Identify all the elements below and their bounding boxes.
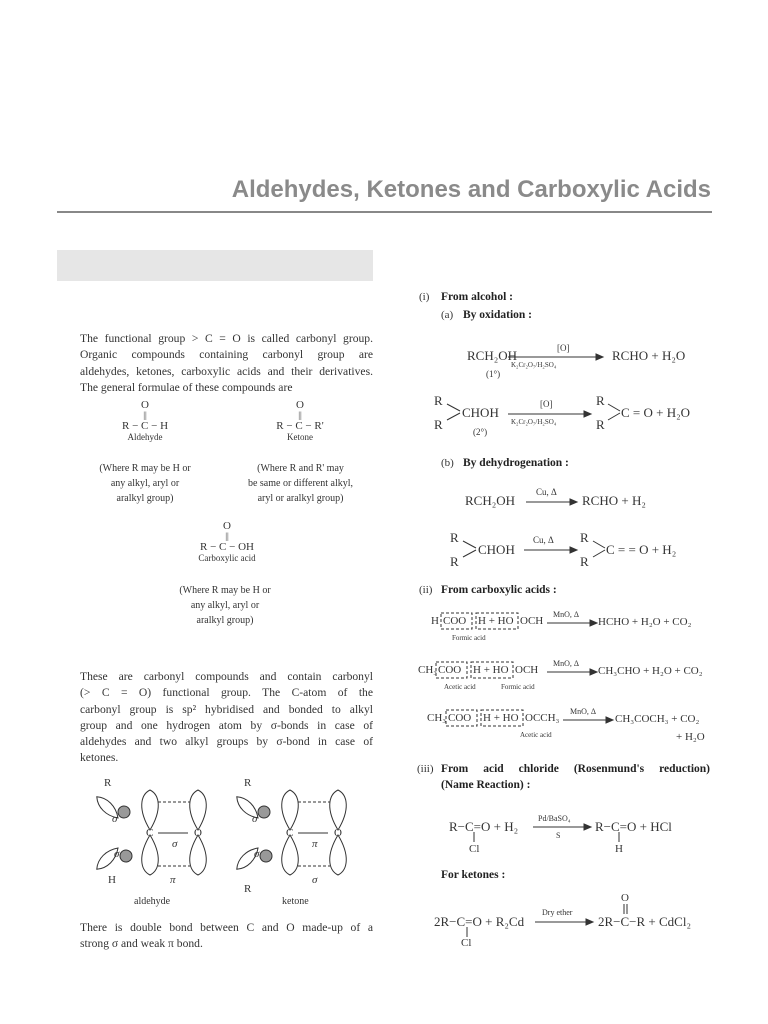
reaction-arrows <box>508 354 613 925</box>
eq8-rhs: R−C=O + HCl <box>595 819 672 834</box>
aldehyde-oxygen: O <box>141 399 149 411</box>
eq5-h: H <box>431 615 439 627</box>
eq3-rhs: RCHO + H₂ <box>582 493 646 508</box>
eq8-reagent-above: Pd/BaSO₄ <box>538 814 571 823</box>
eq2-lhs: CHOH <box>462 405 499 420</box>
eq7-rest: OCCH₃ <box>525 712 560 724</box>
acid-note-line: aralkyl group) <box>196 615 254 626</box>
eq9-rhs: 2R−C−R + CdCl₂ <box>598 914 691 929</box>
eq5-coo: COO <box>443 615 467 627</box>
eq7-rhs-water: + H₂O <box>676 731 705 743</box>
eq5-reagent-above: MnO, Δ <box>553 610 580 619</box>
aldehyde-note-line: aralkyl group) <box>116 493 174 504</box>
ketone-pi: π <box>312 838 318 850</box>
aldehyde-double-bond: || <box>143 410 147 420</box>
intro-line: The general formulae of these compounds are <box>80 380 293 394</box>
eq7-label: Acetic acid <box>520 731 552 739</box>
eq5-rest: OCH <box>520 615 544 627</box>
aldehyde-name: Aldehyde <box>127 432 163 442</box>
section-iii-number: (iii) <box>417 763 434 775</box>
section-i-number: (i) <box>419 291 430 303</box>
eq2-product-r1: R <box>596 393 605 408</box>
eq2-r1: R <box>434 393 443 408</box>
ketone-c-label: C <box>286 827 294 839</box>
eq6-reagent-above: MnO, Δ <box>553 659 580 668</box>
aldehyde-note-line: (Where R may be H or <box>99 463 191 474</box>
eq2-product-r2: R <box>596 417 605 432</box>
section-ii-title: From carboxylic acids : <box>441 584 557 596</box>
subsection-a-number: (a) <box>441 309 454 321</box>
ketone-o-label: O <box>334 827 342 839</box>
ketone-note-line: aryl or aralkyl group) <box>257 493 344 504</box>
eq6-rhs: CH₃CHO + H₂O + CO₂ <box>598 665 703 677</box>
eq6-coo: COO <box>438 664 462 676</box>
eq2-reagent-below: K₂Cr₂O₇/H₂SO₄ <box>511 418 557 426</box>
eq4-r2: R <box>450 554 459 569</box>
structure-line: aldehydes and two alkyl groups by σ-bond in case of <box>80 735 373 749</box>
eq9-oxygen: O <box>621 892 629 904</box>
eq4-lhs: CHOH <box>478 542 515 557</box>
structure-line: (> C = O) functional group. The C-atom of the <box>80 686 373 700</box>
eq6-label-formic: Formic acid <box>501 683 535 691</box>
eq1-reagent-above: [O] <box>557 343 570 353</box>
ketone-sigma-r1: σ <box>252 813 258 825</box>
ketone-note-line: (Where R and R' may <box>257 463 344 474</box>
eq7-coo: COO <box>448 712 472 724</box>
ketone-r1-label: R <box>244 777 252 789</box>
structure-line: group and one hydrogen atom by σ-bonds in case of <box>80 718 373 732</box>
conclusion-line: There is double bond between C and O made-up of a <box>80 921 373 934</box>
eq1-note: (1°) <box>486 369 501 379</box>
eq5-label: Formic acid <box>452 634 486 642</box>
ketone-caption: ketone <box>282 896 309 907</box>
structure-line: carbonyl group is sp² hybridised and bonded to alkyl <box>80 702 373 716</box>
structure-line: These are carbonyl compounds and contain carbonyl <box>80 670 373 683</box>
eq8-cl: Cl <box>469 843 480 855</box>
section-ii-number: (ii) <box>419 584 433 596</box>
ketone-name: Ketone <box>287 432 313 442</box>
acid-name: Carboxylic acid <box>198 553 256 563</box>
eq2-reagent-above: [O] <box>540 399 553 409</box>
acid-double-bond: || <box>225 531 229 541</box>
aldehyde-note-line: any alkyl, aryl or <box>110 478 180 489</box>
eq7-h-ho: H + HO <box>483 712 519 724</box>
eq8-reagent-below: S <box>556 831 561 840</box>
intro-line: aldehydes, ketones, carboxylic acids and their derivatives. <box>80 364 373 378</box>
aldehyde-h-label: H <box>108 874 116 886</box>
aldehyde-formula-line: R − C − H <box>121 420 169 432</box>
aldehyde-sigma-co: σ <box>172 838 178 850</box>
aldehyde-pi: π <box>170 874 176 886</box>
conclusion-paragraph <box>80 920 373 953</box>
section-iii-title-2: (Name Reaction) : <box>441 779 531 791</box>
eq6-rest: OCH <box>515 664 539 676</box>
ketone-formula-line: R − C − R' <box>276 420 324 432</box>
eq8-h: H <box>615 843 623 855</box>
eq9-cl: Cl <box>461 937 472 949</box>
eq4-rhs: C = = O + H₂ <box>606 542 677 557</box>
acid-formula-line: R − C − OH <box>200 541 254 553</box>
eq9-lhs: 2R−C=O + R₂Cd <box>434 914 525 929</box>
page-title: Aldehydes, Ketones and Carboxylic Acids <box>231 176 711 203</box>
eq4-product-r2: R <box>580 554 589 569</box>
structure-line: ketones. <box>80 751 119 765</box>
ketone-note-line: be same or different alkyl, <box>247 478 354 489</box>
intro-line: Organic compounds containing carbonyl group are <box>80 348 373 362</box>
conclusion-line: strong σ and weak π bond. <box>80 937 203 951</box>
subsection-a-title: By oxidation : <box>463 309 533 321</box>
eq2-r2: R <box>434 417 443 432</box>
aldehyde-c-label: C <box>146 827 154 839</box>
eq7-rhs: CH₃COCH₃ + CO₂ <box>615 713 700 725</box>
section-i-title: From alcohol : <box>441 291 513 303</box>
eq8-lhs: R−C=O + H₂ <box>449 819 519 834</box>
ketone-double-bond: || <box>298 410 302 420</box>
ketone-sigma-co: σ <box>312 874 318 886</box>
aldehyde-o-label: O <box>194 827 202 839</box>
ketones-heading: For ketones : <box>441 869 506 881</box>
ketone-sigma-r2: σ <box>254 848 260 860</box>
eq4-r1: R <box>450 530 459 545</box>
eq2-rhs: C = O + H₂O <box>621 405 691 420</box>
eq5-rhs: HCHO + H₂O + CO₂ <box>598 616 692 628</box>
eq6-ch3: CH₃ <box>418 664 438 676</box>
acid-note-line: (Where R may be H or <box>179 585 271 596</box>
eq3-reagent-above: Cu, Δ <box>536 487 557 497</box>
eq1-lhs: RCH₂OH <box>467 348 518 363</box>
subsection-b-number: (b) <box>441 457 454 469</box>
ketone-r2-label: R <box>244 883 252 895</box>
section-iii-title: From acid chloride (Rosenmund's reduction) <box>441 763 710 775</box>
aldehyde-sigma-h: σ <box>114 848 120 860</box>
eq6-h-ho: H + HO <box>473 664 509 676</box>
eq7-reagent-above: MnO, Δ <box>570 707 597 716</box>
acid-note-line: any alkyl, aryl or <box>190 600 260 611</box>
eq4-product-r1: R <box>580 530 589 545</box>
subsection-b-title: By dehydrogenation : <box>463 457 569 469</box>
eq3-lhs: RCH₂OH <box>465 493 516 508</box>
aldehyde-sigma-r: σ <box>112 813 118 825</box>
aldehyde-r-label: R <box>104 777 112 789</box>
eq6-label-acetic: Acetic acid <box>444 683 476 691</box>
eq2-note: (2°) <box>473 427 488 437</box>
acid-oxygen: O <box>223 520 231 532</box>
aldehyde-caption: aldehyde <box>134 896 171 907</box>
eq5-h-ho: H + HO <box>478 615 514 627</box>
eq9-reagent-above: Dry ether <box>542 908 573 917</box>
eq1-reagent-below: K₂Cr₂O₇/H₂SO₄ <box>511 361 557 369</box>
eq1-rhs: RCHO + H₂O <box>612 348 686 363</box>
eq4-reagent-above: Cu, Δ <box>533 535 554 545</box>
eq7-ch3: CH₃ <box>427 712 447 724</box>
intro-line: The functional group > C = O is called carbonyl group. <box>80 332 373 345</box>
ketone-oxygen: O <box>296 399 304 411</box>
